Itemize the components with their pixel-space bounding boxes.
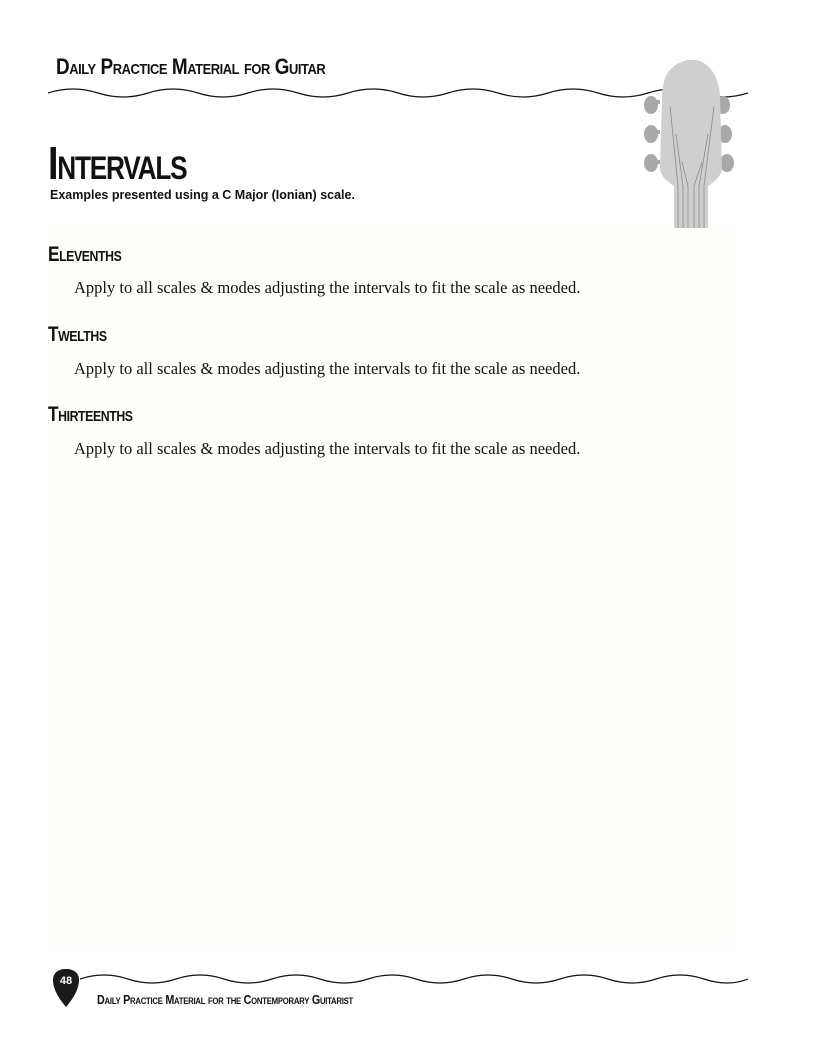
- body-twelths: Apply to all scales & modes adjusting the intervals to fit the scale as needed.: [74, 359, 581, 378]
- body-thirteenths: Apply to all scales & modes adjusting the intervals to fit the scale as needed.: [74, 439, 581, 458]
- footer-wave-divider: [80, 968, 748, 990]
- heading-twelths: Twelths: [48, 323, 107, 346]
- page-subtitle: Examples presented using a C Major (Ionian) scale.: [50, 188, 355, 202]
- guitar-pick-icon: [52, 968, 80, 1008]
- page-number: 48: [59, 975, 73, 987]
- heading-elevenths: Elevenths: [48, 243, 122, 266]
- running-footer: Daily Practice Material for the Contemporary Guitarist: [97, 993, 353, 1007]
- body-elevenths: Apply to all scales & modes adjusting the intervals to fit the scale as needed.: [74, 278, 581, 297]
- page-content-area: [48, 228, 738, 948]
- running-header: Daily Practice Material for Guitar: [56, 54, 326, 79]
- heading-thirteenths: Thirteenths: [48, 403, 133, 426]
- guitar-headstock-icon: [640, 58, 748, 230]
- page-title: Intervals: [48, 137, 187, 189]
